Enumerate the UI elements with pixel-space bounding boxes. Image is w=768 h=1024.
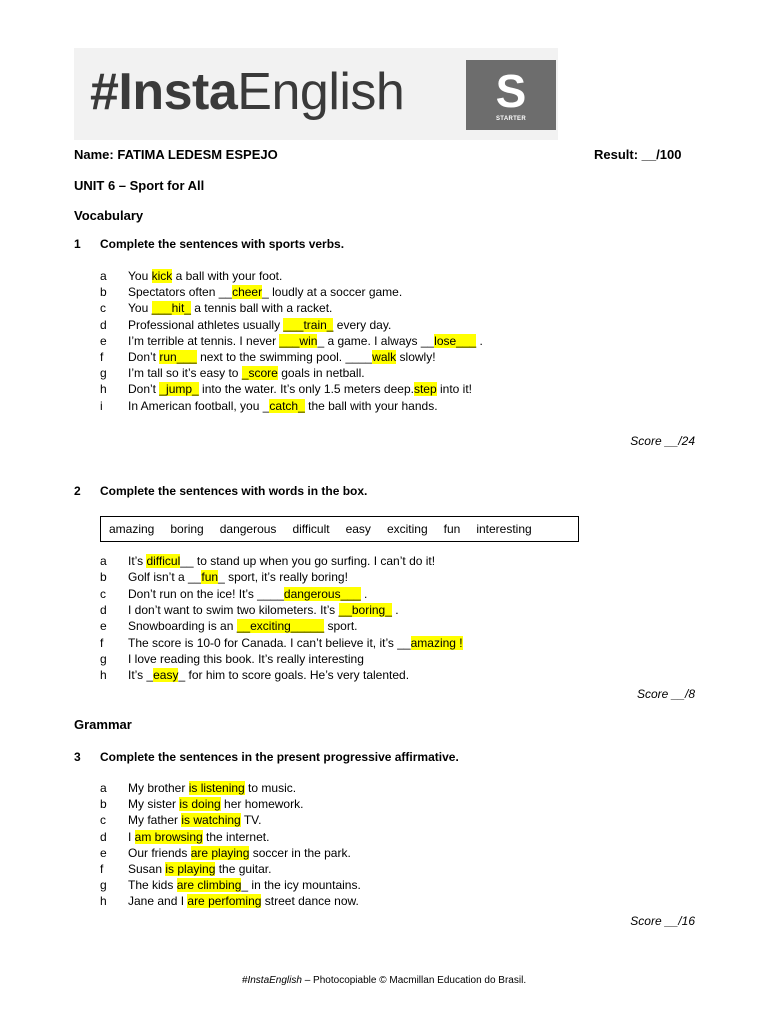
item-letter: f — [100, 862, 104, 876]
answer-highlight: catch_ — [269, 398, 305, 413]
item-letter: b — [100, 570, 107, 585]
sentence-text: _ a game. I always __ — [317, 333, 435, 348]
sentence-text: __ to stand up when you go surfing. I can’t do it! — [180, 554, 436, 568]
list-item — [100, 861, 271, 877]
q1-score: Score __/24 — [630, 434, 695, 448]
sentence-text: It’s — [128, 554, 147, 568]
result-label: Result: __/100 — [594, 147, 682, 162]
sentence-text: next to the swimming pool. ____ — [196, 350, 373, 364]
sentence-text: You — [128, 269, 152, 283]
sentence-text: The kids — [128, 878, 177, 893]
footer-text: – Photocopiable © Macmillan Education do Brasil. — [301, 975, 527, 986]
answer-highlight: are playing — [190, 845, 250, 860]
q3-score: Score __/16 — [630, 914, 695, 928]
sentence-text: into it! — [436, 382, 472, 397]
sentence-text: I love reading this book. It’s really interesting — [128, 651, 364, 666]
list-item — [100, 667, 409, 683]
list-item — [100, 602, 399, 618]
sentence-text: Don’t run on the ice! It’s ____ — [128, 586, 284, 601]
answer-highlight: kick — [151, 269, 173, 283]
sentence-text: _ loudly at a soccer game. — [262, 285, 403, 300]
answer-highlight: __boring_ — [338, 602, 392, 617]
box-word: interesting — [476, 522, 532, 536]
sentence-text: slowly! — [396, 350, 436, 364]
sentence-text: _ in the icy mountains. — [241, 878, 361, 893]
sentence-text: I don’t want to swim two kilometers. It’s — [128, 602, 339, 617]
vocabulary-heading: Vocabulary — [74, 208, 144, 223]
item-letter: d — [100, 602, 107, 617]
sentence-text: Jane and I — [128, 894, 188, 909]
student-name: Name: FATIMA LEDESM ESPEJO — [74, 147, 278, 162]
item-letter: g — [100, 651, 107, 666]
header-banner — [74, 48, 558, 140]
sentence-text: a ball with your foot. — [172, 269, 283, 283]
logo-rest: English — [237, 63, 405, 121]
list-item — [100, 829, 269, 845]
item-letter: h — [100, 668, 107, 683]
badge-letter: S — [495, 65, 527, 117]
sentence-text: . — [391, 602, 399, 617]
grammar-heading: Grammar — [74, 717, 132, 732]
q2-score: Score __/8 — [636, 687, 695, 701]
list-item — [100, 780, 296, 796]
sentence-text: Snowboarding is an — [128, 619, 237, 634]
answer-highlight: _score — [241, 366, 278, 381]
box-word: amazing — [109, 522, 155, 536]
list-item — [100, 317, 391, 333]
answer-highlight: ___hit_ — [151, 301, 191, 316]
sentence-text: My sister — [128, 797, 180, 812]
footer — [0, 975, 768, 986]
unit-title: UNIT 6 – Sport for All — [74, 178, 205, 193]
sentence-text: to music. — [244, 781, 297, 795]
item-letter: h — [100, 382, 107, 397]
item-letter: e — [100, 619, 107, 634]
item-letter: a — [100, 269, 107, 283]
q2-number: 2 — [74, 484, 81, 498]
sentence-text: soccer in the park. — [249, 845, 351, 860]
list-item — [100, 586, 367, 602]
answer-highlight: step — [413, 382, 437, 397]
item-letter: c — [100, 813, 106, 828]
sentence-text: Spectators often __ — [128, 285, 233, 300]
list-item — [100, 618, 358, 634]
answer-highlight: is playing — [165, 862, 216, 876]
sentence-text: _ for him to score goals. He’s very talented. — [178, 668, 410, 683]
list-item — [100, 651, 364, 667]
sentence-text: her homework. — [220, 797, 304, 812]
list-item — [100, 569, 348, 585]
box-word: boring — [170, 522, 204, 536]
box-word: exciting — [386, 522, 428, 536]
sentence-text: TV. — [240, 813, 262, 828]
level-badge — [466, 60, 556, 130]
answer-highlight: run___ — [159, 350, 197, 364]
list-item — [100, 553, 435, 569]
answer-highlight: _jump_ — [159, 382, 199, 397]
list-item — [100, 300, 332, 316]
sentence-text: Golf isn’t a __ — [128, 570, 202, 585]
sentence-text: a tennis ball with a racket. — [190, 301, 333, 316]
sentence-text: Don’t — [128, 382, 160, 397]
q1-number: 1 — [74, 237, 81, 251]
footer-brand: #InstaEnglish — [241, 975, 302, 986]
sentence-text: My brother — [128, 781, 189, 795]
sentence-text: It’s _ — [128, 668, 154, 683]
sentence-text: Susan — [128, 862, 166, 876]
list-item — [100, 284, 402, 300]
sentence-text: Professional athletes usually — [128, 317, 284, 332]
answer-highlight: is doing — [179, 797, 221, 812]
item-letter: h — [100, 894, 107, 909]
item-letter: f — [100, 635, 104, 650]
list-item — [100, 635, 463, 651]
answer-highlight: cheer — [232, 285, 263, 300]
item-letter: i — [100, 398, 103, 413]
item-letter: d — [100, 829, 107, 844]
answer-highlight: walk — [372, 350, 397, 364]
answer-highlight: fun — [201, 570, 219, 585]
insta-english-logo — [90, 62, 404, 122]
list-item — [100, 877, 361, 893]
answer-highlight: dangerous___ — [283, 586, 361, 601]
answer-highlight: are perfoming — [187, 894, 262, 909]
list-item — [100, 796, 303, 812]
q3-instruction: Complete the sentences in the present progressive affirmative. — [100, 750, 459, 764]
sentence-text: every day. — [333, 317, 392, 332]
answer-highlight: __exciting_____ — [236, 619, 325, 634]
item-letter: f — [100, 350, 104, 364]
answer-highlight: is watching — [181, 813, 241, 828]
box-word: easy — [345, 522, 371, 536]
item-letter: a — [100, 781, 107, 795]
item-letter: g — [100, 878, 107, 893]
sentence-text: In American football, you _ — [128, 398, 270, 413]
answer-highlight: ___train_ — [283, 317, 334, 332]
sentence-text: goals in netball. — [277, 366, 365, 381]
answer-highlight: lose___ — [434, 333, 477, 348]
sentence-text: Don’t — [128, 350, 160, 364]
sentence-text: the internet. — [202, 829, 270, 844]
sentence-text: I’m terrible at tennis. I never — [128, 333, 280, 348]
item-letter: e — [100, 333, 107, 348]
list-item — [100, 268, 282, 284]
list-item — [100, 365, 365, 381]
sentence-text: _ sport, it’s really boring! — [218, 570, 348, 585]
word-box — [100, 516, 579, 542]
item-letter: c — [100, 586, 106, 601]
box-word: dangerous — [219, 522, 277, 536]
item-letter: c — [100, 301, 106, 316]
item-letter: a — [100, 554, 107, 568]
sentence-text: the guitar. — [215, 862, 272, 876]
sentence-text: Our friends — [128, 845, 191, 860]
answer-highlight: easy — [153, 668, 179, 683]
badge-subtitle: STARTER — [496, 116, 526, 122]
sentence-text: the ball with your hands. — [304, 398, 438, 413]
list-item — [100, 349, 436, 365]
sentence-text: . — [476, 333, 483, 348]
list-item — [100, 398, 438, 414]
answer-highlight: difficul — [146, 554, 181, 568]
list-item — [100, 812, 261, 828]
list-item — [100, 333, 483, 349]
sentence-text: I — [128, 829, 135, 844]
q3-number: 3 — [74, 750, 81, 764]
q1-instruction: Complete the sentences with sports verbs. — [100, 237, 345, 251]
answer-highlight: are climbing — [176, 878, 242, 893]
answer-highlight: is listening — [188, 781, 245, 795]
sentence-text: The score is 10-0 for Canada. I can’t believe it, it’s __ — [128, 635, 411, 650]
list-item — [100, 893, 359, 909]
item-letter: b — [100, 285, 107, 300]
list-item — [100, 381, 472, 397]
answer-highlight: am browsing — [134, 829, 203, 844]
sentence-text: You — [128, 301, 152, 316]
item-letter: d — [100, 317, 107, 332]
item-letter: e — [100, 845, 107, 860]
item-letter: g — [100, 366, 107, 381]
sentence-text: . — [360, 586, 368, 601]
sentence-text: street dance now. — [261, 894, 359, 909]
q2-instruction: Complete the sentences with words in the box. — [100, 484, 368, 498]
item-letter: b — [100, 797, 107, 812]
box-word: difficult — [292, 522, 330, 536]
list-item — [100, 845, 351, 861]
logo-bold: #Insta — [90, 63, 238, 121]
box-word: fun — [443, 522, 461, 536]
answer-highlight: amazing ! — [410, 635, 463, 650]
sentence-text: into the water. It’s only 1.5 meters deep. — [198, 382, 414, 397]
answer-highlight: ___win — [279, 333, 318, 348]
sentence-text: sport. — [324, 619, 358, 634]
sentence-text: I’m tall so it’s easy to — [128, 366, 242, 381]
sentence-text: My father — [128, 813, 182, 828]
